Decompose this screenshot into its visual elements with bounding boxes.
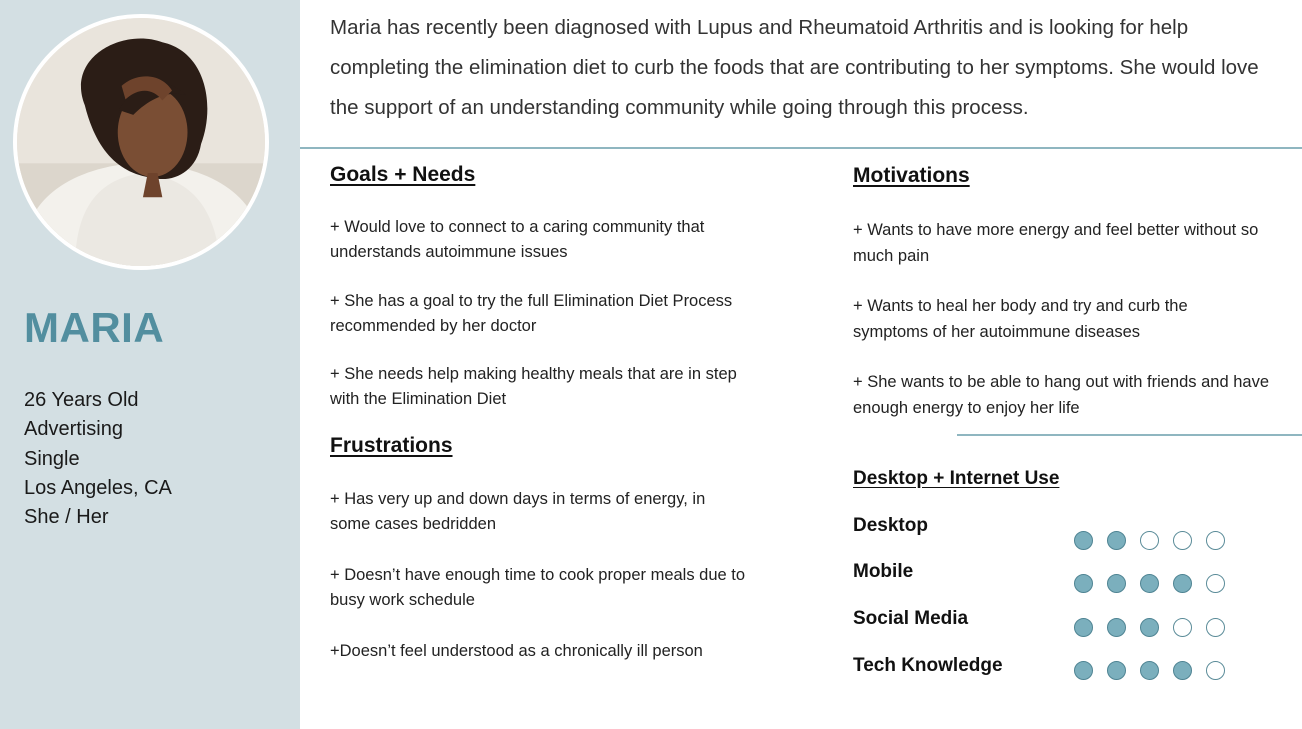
- goal-item: + Would love to connect to a caring community that understands autoimmune issues: [330, 218, 705, 261]
- usage-heading: Desktop + Internet Use: [853, 468, 1060, 489]
- detail-occupation: Advertising: [24, 418, 123, 441]
- person-photo-icon: [17, 18, 265, 266]
- motivation-item: + She wants to be able to hang out with friends and have enough energy to enjoy her life: [853, 373, 1269, 417]
- frustration-item: +Doesn’t feel understood as a chronically ill person: [330, 642, 703, 660]
- goal-item: + She needs help making healthy meals that are in step with the Elimination Diet: [330, 365, 737, 408]
- rating-dot-empty: [1173, 531, 1192, 550]
- rating-dots: [1074, 618, 1225, 637]
- frustrations-heading: Frustrations: [330, 434, 453, 457]
- detail-status: Single: [24, 447, 80, 470]
- rating-dot-filled: [1173, 574, 1192, 593]
- goals-heading: Goals + Needs: [330, 163, 476, 186]
- rating-dot-filled: [1074, 661, 1093, 680]
- rating-dots: [1074, 574, 1225, 593]
- profile-sidebar: [0, 0, 300, 729]
- rating-dot-empty: [1206, 661, 1225, 680]
- rating-dot-filled: [1107, 618, 1126, 637]
- rating-dot-filled: [1107, 531, 1126, 550]
- detail-age: 26 Years Old: [24, 389, 139, 411]
- rating-dots: [1074, 531, 1225, 550]
- motivations-heading: Motivations: [853, 164, 970, 187]
- usage-label-tech-knowledge: Tech Knowledge: [853, 655, 1003, 676]
- rating-dot-filled: [1074, 531, 1093, 550]
- frustration-item: + Doesn’t have enough time to cook proper meals due to busy work schedule: [330, 566, 746, 609]
- usage-divider: [957, 434, 1302, 436]
- goal-item: + She has a goal to try the full Elimination Diet Process recommended by her doctor: [330, 292, 733, 335]
- rating-dot-filled: [1074, 574, 1093, 593]
- avatar: [13, 14, 269, 270]
- usage-label-desktop: Desktop: [853, 515, 928, 536]
- motivation-item: + Wants to have more energy and feel better without so much pain: [853, 221, 1259, 265]
- rating-dot-filled: [1107, 661, 1126, 680]
- rating-dot-filled: [1074, 618, 1093, 637]
- rating-dot-filled: [1140, 661, 1159, 680]
- detail-pronouns: She / Her: [24, 506, 109, 529]
- usage-label-mobile: Mobile: [853, 561, 914, 582]
- rating-dot-empty: [1173, 618, 1192, 637]
- rating-dot-filled: [1107, 574, 1126, 593]
- usage-label-social-media: Social Media: [853, 608, 969, 629]
- detail-location: Los Angeles, CA: [24, 476, 172, 499]
- persona-details: [24, 386, 172, 532]
- rating-dots: [1074, 661, 1225, 680]
- persona-bio: Maria has recently been diagnosed with Lupus and Rheumatoid Arthritis and is looking for help completing the elimination diet to curb the foods that are contributing to her symptoms. She would love the support of an understanding community while going through this process.: [330, 16, 1259, 119]
- rating-dot-filled: [1140, 574, 1159, 593]
- rating-dot-empty: [1206, 531, 1225, 550]
- rating-dot-filled: [1140, 618, 1159, 637]
- rating-dot-empty: [1140, 531, 1159, 550]
- section-divider: [300, 147, 1302, 149]
- frustration-item: + Has very up and down days in terms of energy, in some cases bedridden: [330, 490, 706, 533]
- rating-dot-filled: [1173, 661, 1192, 680]
- persona-name: MARIA: [24, 304, 165, 351]
- rating-dot-empty: [1206, 618, 1225, 637]
- motivation-item: + Wants to heal her body and try and curb the symptoms of her autoimmune diseases: [853, 297, 1188, 341]
- rating-dot-empty: [1206, 574, 1225, 593]
